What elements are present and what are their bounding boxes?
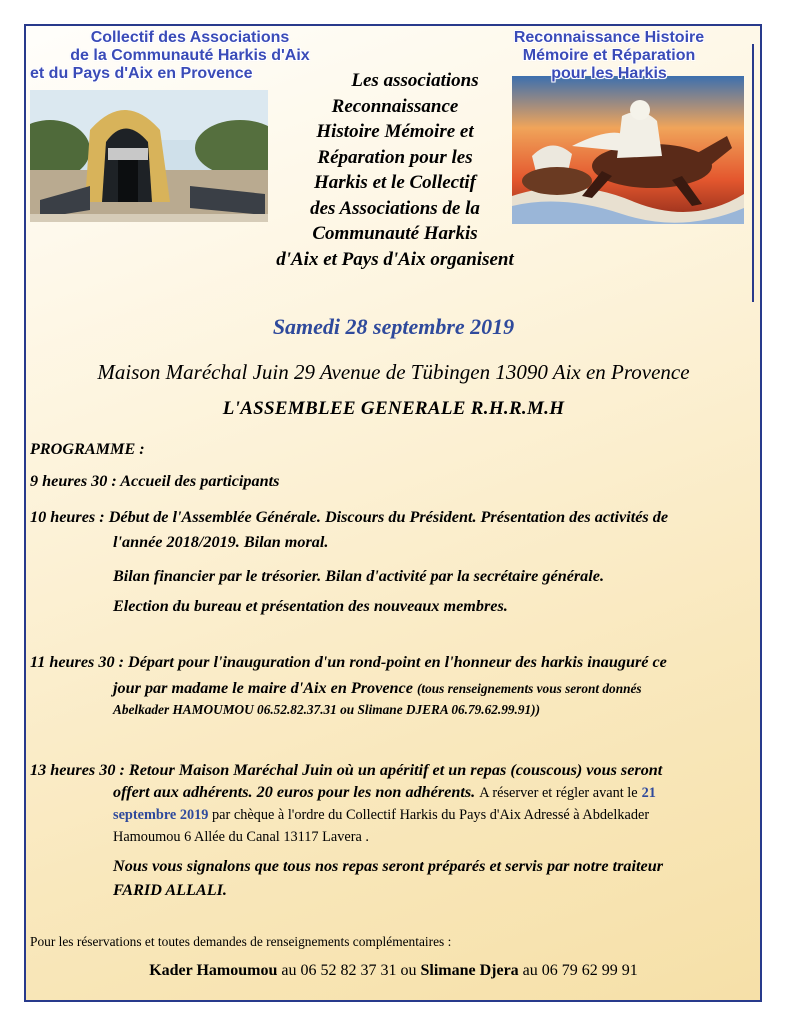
intro-line: d'Aix et Pays d'Aix organisent [276, 248, 514, 270]
repas-reserve-text: A réserver et régler avant le [479, 785, 638, 801]
contact-name-2: Slimane Djera [420, 962, 519, 979]
footer-reservation-note: Pour les réservations et toutes demandes de renseignements complémentaires : [30, 934, 452, 949]
intro-line: Les associations [351, 70, 479, 91]
header-right-line3: pour les Harkis [551, 65, 667, 82]
event-date: Samedi 28 septembre 2019 [272, 314, 515, 339]
header-left-line2: de la Communauté Harkis d'Aix [70, 47, 310, 64]
footer-contacts [0, 962, 787, 980]
programme-item-repas-line4: Hamoumou 6 Allée du Canal 13117 Lavera . [113, 829, 369, 845]
intro-text [210, 68, 580, 272]
intro-line: Reconnaissance [331, 95, 459, 117]
programme-item-repas-line5: Nous vous signalons que tous nos repas seront préparés et servis par notre traiteur [113, 857, 664, 875]
intro-line: Histoire Mémoire et [316, 121, 474, 142]
programme-heading: PROGRAMME : [30, 440, 145, 458]
programme-item-ag-line1: 10 heures : Début de l'Assemblée Générale. Discours du Président. Présentation des activités de [30, 508, 669, 526]
programme-item-ag-line4: Election du bureau et présentation des nouveaux membres. [113, 597, 508, 615]
intro-line: Réparation pour les [317, 146, 473, 168]
header-right-line2: Mémoire et Réparation [522, 47, 696, 64]
event-title: L'ASSEMBLEE GENERALE R.H.R.M.H [222, 398, 565, 419]
header-left-line1: Collectif des Associations [90, 29, 290, 46]
header-right-line1: Reconnaissance Histoire [513, 29, 705, 46]
inauguration-text: jour par madame le maire d'Aix en Provence [113, 679, 413, 697]
programme-item-ag-line3: Bilan financier par le trésorier. Bilan d'activité par la secrétaire générale. [113, 567, 604, 585]
repas-cheque-text: par chèque à l'ordre du Collectif Harkis du Pays d'Aix Adressé à Abdelkader [212, 807, 650, 823]
intro-line: des Associations de la [310, 197, 480, 219]
inauguration-info-note: (tous renseignements vous seront donnés [416, 681, 642, 696]
header-left-line3: et du Pays d'Aix en Provence [30, 65, 253, 82]
repas-deadline-day: 21 [641, 785, 656, 801]
contact-phone-2: au 06 79 62 99 91 [522, 962, 638, 979]
intro-line: Communauté Harkis [312, 223, 478, 244]
programme-item-repas-line6: FARID ALLALI. [113, 881, 227, 899]
contact-name-1: Kader Hamoumou [149, 962, 278, 979]
repas-price-text: offert aux adhérents. 20 euros pour les non adhérents. [113, 783, 476, 801]
event-address: Maison Maréchal Juin 29 Avenue de Tübingen 13090 Aix en Provence [97, 360, 690, 384]
repas-deadline-month: septembre 2019 [113, 807, 209, 823]
contact-phone-1: au 06 52 82 37 31 ou [281, 962, 417, 979]
programme-item-ag-line2: l'année 2018/2019. Bilan moral. [113, 533, 329, 551]
programme-item-repas-line2 [113, 780, 656, 805]
programme-item-repas-line1: 13 heures 30 : Retour Maison Maréchal Juin où un apéritif et un repas (couscous) vous seront [30, 761, 663, 779]
intro-line: Harkis et le Collectif [313, 172, 476, 193]
programme-item-inauguration-line1: 11 heures 30 : Départ pour l'inauguration d'un rond-point en l'honneur des harkis inauguré ce [30, 653, 667, 671]
programme-item-inauguration-line3: Abelkader HAMOUMOU 06.52.82.37.31 ou Slimane DJERA 06.79.62.99.91)) [113, 702, 541, 717]
programme-item-repas-line3 [113, 804, 649, 826]
programme-item-accueil: 9 heures 30 : Accueil des participants [30, 472, 280, 490]
